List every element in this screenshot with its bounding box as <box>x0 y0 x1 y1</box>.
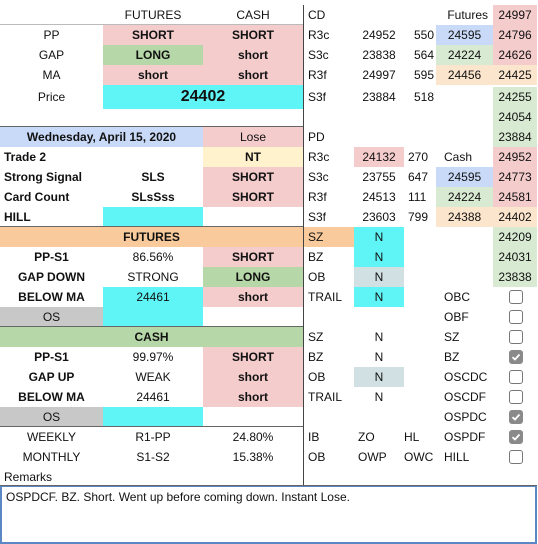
monthly-c2[interactable]: OWP <box>358 450 387 464</box>
code-s3c[interactable]: S3c <box>308 48 329 62</box>
grid-line <box>0 426 303 427</box>
pd-diff-r3c[interactable]: 270 <box>408 150 429 164</box>
futures-sz-n[interactable]: N <box>354 227 404 247</box>
cash-ob-code[interactable]: OB <box>308 370 326 384</box>
header-futures[interactable]: FUTURES <box>124 8 182 22</box>
cash-section-title[interactable]: CASH <box>0 327 303 347</box>
row-label-gap[interactable]: GAP <box>38 48 65 62</box>
pd-code-s3f[interactable]: S3f <box>308 210 327 224</box>
value-s3c[interactable]: 23838 <box>362 48 396 62</box>
label-monthly[interactable]: MONTHLY <box>22 450 81 464</box>
cash-pp-s1-mid[interactable]: 99.97% <box>132 350 174 364</box>
futures-ob-n[interactable]: N <box>354 267 404 287</box>
gap-futures-signal[interactable]: LONG <box>103 45 203 65</box>
pd-diff-s3c[interactable]: 647 <box>408 170 429 184</box>
tag-bz[interactable]: BZ <box>444 350 460 364</box>
pd-value-s3c[interactable]: 23755 <box>362 170 396 184</box>
row-label-pp[interactable]: PP <box>43 28 60 42</box>
futures-bz-n[interactable]: N <box>354 247 404 267</box>
grid-line <box>0 226 303 227</box>
tag-sz[interactable]: SZ <box>444 330 460 344</box>
strong-signal-mid[interactable]: SLS <box>141 170 165 184</box>
grid-line <box>0 126 303 127</box>
label-trade-2[interactable]: Trade 2 <box>4 150 47 164</box>
pp-cash-signal[interactable]: SHORT <box>203 25 303 45</box>
tag-oscdc[interactable]: OSCDC <box>444 370 488 384</box>
futures-label-pp-s1[interactable]: PP-S1 <box>34 250 69 264</box>
futures-label-gap-down[interactable]: GAP DOWN <box>17 270 86 284</box>
cash-val-2[interactable]: 24773 <box>493 167 537 187</box>
right-val-2[interactable]: 24626 <box>493 45 537 65</box>
gap-cash-signal[interactable]: short <box>203 45 303 65</box>
diff-s3f[interactable]: 518 <box>413 90 434 104</box>
diff-s3c[interactable]: 564 <box>413 48 434 62</box>
cash-label-pp-s1[interactable]: PP-S1 <box>34 350 69 364</box>
right-val-7[interactable]: 24209 <box>493 227 537 247</box>
card-count-mid[interactable]: SLsSss <box>131 190 175 204</box>
tag-ospdf[interactable]: OSPDF <box>444 430 486 444</box>
cash-val-1[interactable]: 24952 <box>493 147 537 167</box>
pd-code-r3c[interactable]: R3c <box>308 150 330 164</box>
futures-label-below-ma[interactable]: BELOW MA <box>18 290 85 304</box>
futures-gap-down-mid[interactable]: STRONG <box>127 270 179 284</box>
checkmark-icon <box>511 412 521 422</box>
futures-r3f[interactable]: 24456 <box>436 65 493 85</box>
cash-pp-s1-value[interactable]: SHORT <box>203 347 303 367</box>
tag-oscdf[interactable]: OSCDF <box>444 390 486 404</box>
checkmark-icon <box>511 352 521 362</box>
weekly-pct[interactable]: 24.80% <box>232 430 274 444</box>
remarks-label: Remarks <box>4 470 53 484</box>
label-hill[interactable]: HILL <box>4 210 31 224</box>
cash-val-3[interactable]: 24581 <box>493 187 537 207</box>
right-val-4[interactable]: 24255 <box>493 87 537 107</box>
tag-obf[interactable]: OBF <box>444 310 469 324</box>
label-weekly[interactable]: WEEKLY <box>26 430 77 444</box>
futures-below-ma-value[interactable]: short <box>203 287 303 307</box>
futures-trail-n[interactable]: N <box>354 287 404 307</box>
futures-sz-code[interactable]: SZ <box>304 227 354 247</box>
futures-gap-down-value[interactable]: LONG <box>203 267 303 287</box>
cash-label-gap-up[interactable]: GAP UP <box>28 370 75 384</box>
futures-ob-code[interactable]: OB <box>308 270 326 284</box>
cash-sz-code[interactable]: SZ <box>308 330 324 344</box>
monthly-code[interactable]: OB <box>308 450 326 464</box>
cash-gap-up-mid[interactable]: WEAK <box>135 370 171 384</box>
checkmark-icon <box>511 432 521 442</box>
futures-top-value[interactable]: 24997 <box>493 5 537 25</box>
futures-os-mid[interactable] <box>103 307 203 327</box>
futures-trail-code[interactable]: TRAIL <box>308 290 343 304</box>
right-val-9[interactable]: 23838 <box>493 267 537 287</box>
weekly-mid[interactable]: R1-PP <box>135 430 171 444</box>
grid-line <box>0 326 303 327</box>
result-cell[interactable]: Lose <box>203 127 303 147</box>
cash-val-4[interactable]: 24402 <box>493 207 537 227</box>
code-r3c[interactable]: R3c <box>308 28 330 42</box>
cash-os-mid[interactable] <box>103 407 203 427</box>
pd-code-s3c[interactable]: S3c <box>308 170 329 184</box>
grid-line <box>0 485 537 486</box>
price-value[interactable]: 24402 <box>103 85 303 109</box>
strong-signal-value[interactable]: SHORT <box>203 167 303 187</box>
header-cd[interactable]: CD <box>308 8 326 22</box>
right-val-3[interactable]: 24425 <box>493 65 537 85</box>
diff-r3c[interactable]: 550 <box>413 28 434 42</box>
futures-pp-s1-value[interactable]: SHORT <box>203 247 303 267</box>
weekly-code[interactable]: IB <box>308 430 320 444</box>
diff-r3f[interactable]: 595 <box>413 68 434 82</box>
cash-below-ma-value[interactable]: short <box>203 387 303 407</box>
pd-value-s3f[interactable]: 23603 <box>362 210 396 224</box>
weekly-c2[interactable]: ZO <box>358 430 375 444</box>
checkbox[interactable] <box>509 430 523 444</box>
checkbox[interactable] <box>509 350 523 364</box>
value-s3f[interactable]: 23884 <box>362 90 396 104</box>
value-r3f[interactable]: 24997 <box>362 68 396 82</box>
checkbox[interactable] <box>509 410 523 424</box>
right-val-1[interactable]: 24796 <box>493 25 537 45</box>
monthly-pct[interactable]: 15.38% <box>232 450 274 464</box>
checkbox[interactable] <box>509 450 523 464</box>
trade-2-value[interactable]: NT <box>203 147 303 167</box>
row-label-ma[interactable]: MA <box>42 68 61 82</box>
header-futures-col[interactable]: Futures <box>447 8 488 22</box>
pp-futures-signal[interactable]: SHORT <box>103 25 203 45</box>
cash-bz-code[interactable]: BZ <box>308 350 324 364</box>
futures-bz-code[interactable]: BZ <box>308 250 324 264</box>
pd-code-r3f[interactable]: R3f <box>308 190 327 204</box>
cash-label-os[interactable]: OS <box>0 407 103 427</box>
right-val-6[interactable]: 23884 <box>493 127 537 147</box>
tag-obc[interactable]: OBC <box>444 290 471 304</box>
hill-mid[interactable] <box>103 207 203 227</box>
row-label-price[interactable]: Price <box>37 90 66 104</box>
tag-ospdc[interactable]: OSPDC <box>444 410 487 424</box>
cash-bz-n[interactable]: N <box>374 350 384 364</box>
pd-diff-r3f[interactable]: 111 <box>408 190 427 204</box>
checkbox[interactable] <box>509 310 523 324</box>
code-pd[interactable]: PD <box>308 130 325 144</box>
cash-s3c[interactable]: 24595 <box>436 167 493 187</box>
remarks-field[interactable]: OSPDCF. BZ. Short. Went up before coming down. Instant Lose. <box>0 485 537 544</box>
tag-hill[interactable]: HILL <box>444 450 470 464</box>
futures-label-os[interactable]: OS <box>0 307 103 327</box>
grid-line <box>0 24 303 25</box>
checkbox[interactable] <box>509 290 523 304</box>
cash-label-below-ma[interactable]: BELOW MA <box>18 390 85 404</box>
cash-below-ma-mid[interactable]: 24461 <box>136 390 170 404</box>
checkbox[interactable] <box>509 330 523 344</box>
checkbox[interactable] <box>509 370 523 384</box>
right-val-5[interactable]: 24054 <box>493 107 537 127</box>
pd-diff-s3f[interactable]: 799 <box>408 210 429 224</box>
checkbox[interactable] <box>509 390 523 404</box>
label-strong-signal[interactable]: Strong Signal <box>4 170 82 184</box>
code-r3f[interactable]: R3f <box>308 68 327 82</box>
header-cash[interactable]: CASH <box>236 8 270 22</box>
right-val-8[interactable]: 24031 <box>493 247 537 267</box>
monthly-c3[interactable]: OWC <box>404 450 434 464</box>
cash-label[interactable]: Cash <box>444 150 473 164</box>
weekly-c3[interactable]: HL <box>404 430 420 444</box>
cash-trail-code[interactable]: TRAIL <box>308 390 343 404</box>
futures-r3c[interactable]: 24595 <box>436 25 493 45</box>
date-cell[interactable]: Wednesday, April 15, 2020 <box>0 127 203 147</box>
cash-r3f[interactable]: 24224 <box>436 187 493 207</box>
code-s3f[interactable]: S3f <box>308 90 327 104</box>
grid-divider <box>303 5 304 485</box>
futures-s3c[interactable]: 24224 <box>436 45 493 65</box>
value-r3c[interactable]: 24952 <box>362 28 396 42</box>
cash-ob-n[interactable]: N <box>354 367 404 387</box>
futures-pp-s1-mid[interactable]: 86.56% <box>132 250 174 264</box>
monthly-mid[interactable]: S1-S2 <box>136 450 170 464</box>
ma-cash-signal[interactable]: short <box>203 65 303 85</box>
cash-trail-n[interactable]: N <box>374 390 384 404</box>
cash-s3f[interactable]: 24388 <box>436 207 493 227</box>
futures-below-ma-mid[interactable]: 24461 <box>103 287 203 307</box>
cash-sz-n[interactable]: N <box>374 330 384 344</box>
futures-section-title[interactable]: FUTURES <box>0 227 303 247</box>
ma-futures-signal[interactable]: short <box>103 65 203 85</box>
pd-value-r3f[interactable]: 24513 <box>362 190 396 204</box>
label-card-count[interactable]: Card Count <box>4 190 70 204</box>
pd-value-r3c[interactable]: 24132 <box>354 147 404 167</box>
card-count-value[interactable]: SHORT <box>203 187 303 207</box>
cash-gap-up-value[interactable]: short <box>203 367 303 387</box>
